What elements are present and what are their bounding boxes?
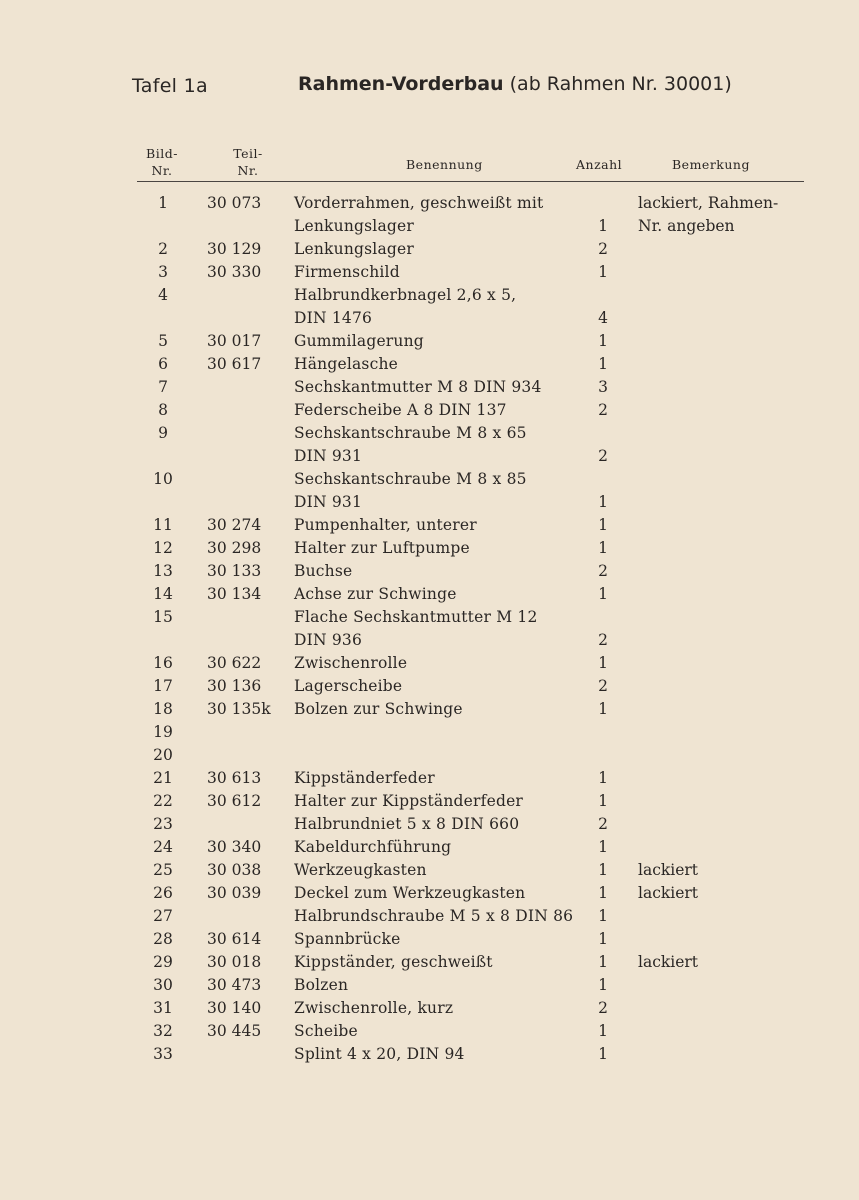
bemerkung-cell: Nr. angeben	[638, 217, 735, 235]
bild-nr-cell: 21	[153, 769, 173, 787]
benennung-cell: Zwischenrolle	[294, 654, 408, 672]
table-row	[0, 468, 859, 491]
benennung-cell: DIN 1476	[294, 309, 373, 327]
benennung-cell: Buchse	[294, 562, 353, 580]
anzahl-cell: 1	[598, 907, 608, 925]
column-header-bild-nr	[141, 145, 183, 179]
bild-nr-cell: 9	[158, 424, 168, 442]
table-row	[0, 238, 859, 261]
benennung-cell: Lenkungslager	[294, 240, 414, 258]
anzahl-cell: 2	[598, 562, 608, 580]
bild-nr-cell: 29	[153, 953, 173, 971]
column-header-bild-line1: Bild-	[146, 146, 178, 161]
teil-nr-cell: 30 298	[207, 539, 262, 557]
anzahl-cell: 1	[598, 700, 608, 718]
table-row	[0, 928, 859, 951]
column-header-anzahl: Anzahl	[576, 157, 623, 172]
column-header-teil-line1: Teil-	[233, 146, 263, 161]
table-row	[0, 261, 859, 284]
table-row	[0, 583, 859, 606]
table-row	[0, 905, 859, 928]
teil-nr-cell: 30 622	[207, 654, 262, 672]
anzahl-cell: 2	[598, 447, 608, 465]
bild-nr-cell: 20	[153, 746, 173, 764]
table-row	[0, 445, 859, 468]
benennung-cell: Bolzen zur Schwinge	[294, 700, 463, 718]
table-row	[0, 698, 859, 721]
benennung-cell: Scheibe	[294, 1022, 358, 1040]
bild-nr-cell: 11	[153, 516, 173, 534]
benennung-cell: Federscheibe A 8 DIN 137	[294, 401, 507, 419]
table-row	[0, 629, 859, 652]
plate-number: Tafel 1a	[132, 75, 208, 97]
anzahl-cell: 2	[598, 999, 608, 1017]
table-row	[0, 859, 859, 882]
anzahl-cell: 1	[598, 332, 608, 350]
teil-nr-cell: 30 613	[207, 769, 262, 787]
bild-nr-cell: 32	[153, 1022, 173, 1040]
benennung-cell: Halter zur Luftpumpe	[294, 539, 470, 557]
table-row	[0, 537, 859, 560]
benennung-cell: Werkzeugkasten	[294, 861, 427, 879]
bild-nr-cell: 8	[158, 401, 168, 419]
teil-nr-cell: 30 445	[207, 1022, 262, 1040]
benennung-cell: Halbrundschraube M 5 x 8 DIN 86	[294, 907, 574, 925]
teil-nr-cell: 30 330	[207, 263, 262, 281]
column-header-benennung: Benennung	[406, 157, 483, 172]
table-row	[0, 560, 859, 583]
anzahl-cell: 1	[598, 539, 608, 557]
benennung-cell: Firmenschild	[294, 263, 400, 281]
bild-nr-cell: 24	[153, 838, 173, 856]
benennung-cell: Lenkungslager	[294, 217, 414, 235]
table-row	[0, 307, 859, 330]
benennung-cell: Flache Sechskantmutter M 12	[294, 608, 538, 626]
anzahl-cell: 1	[598, 217, 608, 235]
benennung-cell: Sechskantschraube M 8 x 85	[294, 470, 527, 488]
benennung-cell: Hängelasche	[294, 355, 399, 373]
table-row	[0, 606, 859, 629]
bild-nr-cell: 31	[153, 999, 173, 1017]
table-row	[0, 215, 859, 238]
anzahl-cell: 1	[598, 792, 608, 810]
teil-nr-cell: 30 340	[207, 838, 262, 856]
bild-nr-cell: 10	[153, 470, 173, 488]
page-title-suffix: (ab Rahmen Nr. 30001)	[503, 73, 732, 95]
page-title-main: Rahmen-Vorderbau	[298, 73, 504, 95]
benennung-cell: Spannbrücke	[294, 930, 401, 948]
benennung-cell: Kippständerfeder	[294, 769, 435, 787]
anzahl-cell: 2	[598, 631, 608, 649]
parts-table	[0, 192, 859, 1066]
bild-nr-cell: 19	[153, 723, 173, 741]
anzahl-cell: 1	[598, 516, 608, 534]
benennung-cell: Bolzen	[294, 976, 349, 994]
column-header-teil-line2: Nr.	[237, 163, 259, 178]
table-row	[0, 353, 859, 376]
table-row	[0, 974, 859, 997]
bild-nr-cell: 27	[153, 907, 173, 925]
table-row	[0, 767, 859, 790]
anzahl-cell: 4	[598, 309, 608, 327]
bild-nr-cell: 25	[153, 861, 173, 879]
anzahl-cell: 3	[598, 378, 608, 396]
table-row	[0, 422, 859, 445]
bemerkung-cell: lackiert	[638, 861, 699, 879]
bild-nr-cell: 28	[153, 930, 173, 948]
benennung-cell: Pumpenhalter, unterer	[294, 516, 477, 534]
benennung-cell: Kippständer, geschweißt	[294, 953, 493, 971]
table-row	[0, 376, 859, 399]
teil-nr-cell: 30 134	[207, 585, 262, 603]
bemerkung-cell: lackiert	[638, 953, 699, 971]
benennung-cell: Sechskantmutter M 8 DIN 934	[294, 378, 542, 396]
anzahl-cell: 1	[598, 838, 608, 856]
table-row	[0, 399, 859, 422]
table-row	[0, 744, 859, 767]
bild-nr-cell: 12	[153, 539, 173, 557]
column-header-bemerkung: Bemerkung	[672, 157, 750, 172]
teil-nr-cell: 30 018	[207, 953, 262, 971]
table-row	[0, 951, 859, 974]
table-row	[0, 192, 859, 215]
bild-nr-cell: 4	[158, 286, 168, 304]
table-row	[0, 491, 859, 514]
anzahl-cell: 1	[598, 654, 608, 672]
table-row	[0, 284, 859, 307]
benennung-cell: DIN 931	[294, 493, 363, 511]
teil-nr-cell: 30 133	[207, 562, 262, 580]
anzahl-cell: 1	[598, 769, 608, 787]
page-title	[298, 73, 732, 95]
benennung-cell: Achse zur Schwinge	[294, 585, 457, 603]
anzahl-cell: 1	[598, 884, 608, 902]
table-row	[0, 1020, 859, 1043]
table-row	[0, 882, 859, 905]
bild-nr-cell: 33	[153, 1045, 173, 1063]
teil-nr-cell: 30 614	[207, 930, 262, 948]
table-row	[0, 997, 859, 1020]
bild-nr-cell: 16	[153, 654, 173, 672]
bemerkung-cell: lackiert, Rahmen-	[638, 194, 779, 212]
bild-nr-cell: 17	[153, 677, 173, 695]
anzahl-cell: 1	[598, 263, 608, 281]
anzahl-cell: 1	[598, 930, 608, 948]
anzahl-cell: 2	[598, 401, 608, 419]
table-row	[0, 790, 859, 813]
anzahl-cell: 1	[598, 953, 608, 971]
anzahl-cell: 1	[598, 1022, 608, 1040]
benennung-cell: Gummilagerung	[294, 332, 424, 350]
anzahl-cell: 2	[598, 815, 608, 833]
bild-nr-cell: 1	[158, 194, 168, 212]
anzahl-cell: 2	[598, 677, 608, 695]
teil-nr-cell: 30 135k	[207, 700, 271, 718]
anzahl-cell: 1	[598, 861, 608, 879]
bild-nr-cell: 13	[153, 562, 173, 580]
teil-nr-cell: 30 473	[207, 976, 262, 994]
table-row	[0, 721, 859, 744]
table-row	[0, 675, 859, 698]
benennung-cell: Zwischenrolle, kurz	[294, 999, 454, 1017]
teil-nr-cell: 30 136	[207, 677, 262, 695]
table-row	[0, 652, 859, 675]
anzahl-cell: 1	[598, 1045, 608, 1063]
anzahl-cell: 1	[598, 355, 608, 373]
bemerkung-cell: lackiert	[638, 884, 699, 902]
bild-nr-cell: 23	[153, 815, 173, 833]
teil-nr-cell: 30 039	[207, 884, 262, 902]
benennung-cell: Lagerscheibe	[294, 677, 403, 695]
bild-nr-cell: 15	[153, 608, 173, 626]
bild-nr-cell: 14	[153, 585, 173, 603]
teil-nr-cell: 30 129	[207, 240, 262, 258]
teil-nr-cell: 30 140	[207, 999, 262, 1017]
benennung-cell: Sechskantschraube M 8 x 65	[294, 424, 527, 442]
benennung-cell: Deckel zum Werkzeugkasten	[294, 884, 526, 902]
anzahl-cell: 1	[598, 585, 608, 603]
bild-nr-cell: 6	[158, 355, 168, 373]
teil-nr-cell: 30 274	[207, 516, 262, 534]
table-row	[0, 330, 859, 353]
anzahl-cell: 1	[598, 976, 608, 994]
benennung-cell: Halbrundniet 5 x 8 DIN 660	[294, 815, 520, 833]
bild-nr-cell: 2	[158, 240, 168, 258]
benennung-cell: Vorderrahmen, geschweißt mit	[294, 194, 544, 212]
benennung-cell: DIN 936	[294, 631, 363, 649]
bild-nr-cell: 3	[158, 263, 168, 281]
teil-nr-cell: 30 017	[207, 332, 262, 350]
header-divider	[137, 181, 804, 182]
table-row	[0, 813, 859, 836]
bild-nr-cell: 26	[153, 884, 173, 902]
column-header-teil-nr	[225, 145, 271, 179]
table-row	[0, 836, 859, 859]
anzahl-cell: 1	[598, 493, 608, 511]
benennung-cell: Halter zur Kippständerfeder	[294, 792, 524, 810]
column-header-bild-line2: Nr.	[151, 163, 173, 178]
bild-nr-cell: 7	[158, 378, 168, 396]
teil-nr-cell: 30 038	[207, 861, 262, 879]
table-row	[0, 1043, 859, 1066]
table-row	[0, 514, 859, 537]
benennung-cell: Splint 4 x 20, DIN 94	[294, 1045, 465, 1063]
benennung-cell: Halbrundkerbnagel 2,6 x 5,	[294, 286, 517, 304]
benennung-cell: DIN 931	[294, 447, 363, 465]
anzahl-cell: 2	[598, 240, 608, 258]
bild-nr-cell: 22	[153, 792, 173, 810]
teil-nr-cell: 30 073	[207, 194, 262, 212]
bild-nr-cell: 30	[153, 976, 173, 994]
teil-nr-cell: 30 612	[207, 792, 262, 810]
benennung-cell: Kabeldurchführung	[294, 838, 452, 856]
bild-nr-cell: 5	[158, 332, 168, 350]
teil-nr-cell: 30 617	[207, 355, 262, 373]
bild-nr-cell: 18	[153, 700, 173, 718]
